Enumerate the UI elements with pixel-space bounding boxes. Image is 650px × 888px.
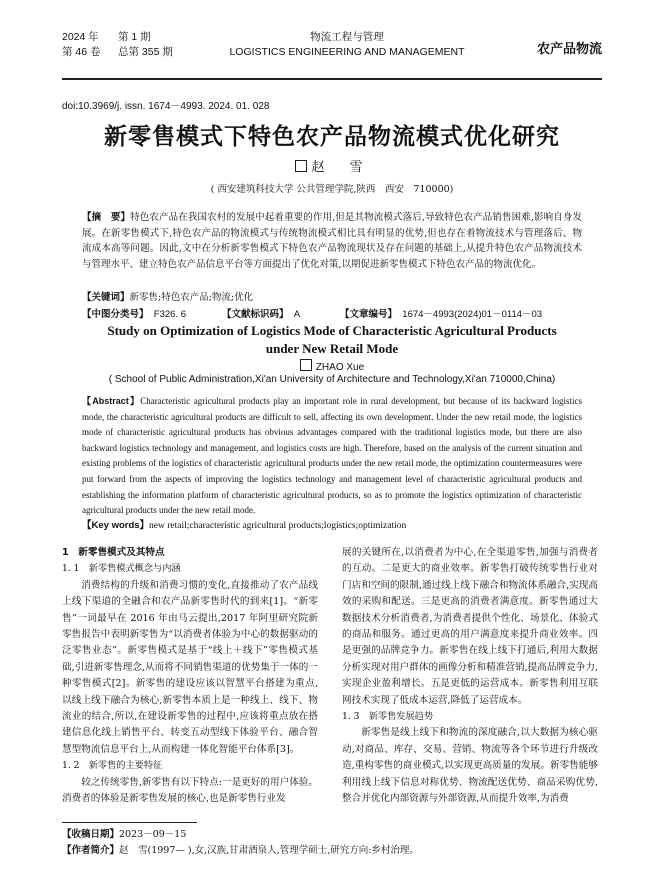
journal-name xyxy=(222,30,472,60)
abstract-en-label: 【Abstract】 xyxy=(82,396,141,406)
doi: doi:10.3969/j. issn. 1674－4993. 2024. 01. 028 xyxy=(62,101,270,112)
abstract-en xyxy=(82,394,582,519)
running-header xyxy=(62,30,602,78)
author-name-en: ZHAO Xue xyxy=(315,362,365,373)
author-cn xyxy=(62,156,602,175)
section-heading-1: 1 新零售模式及其特点 xyxy=(62,547,165,558)
author-box-mark xyxy=(295,160,307,172)
paragraph-3: 新零售是线上线下和物流的深度融合,以大数据为核心驱动,对商品、库存、交易、营销、物流等各个环节进行升级改造,重构零售的商业模式,以实现更高质量的发展。新零售能够利用线上线下信息对称优势、物流配送优势、商品采购优势,整合并优化内部资源与外部资源,从而提升效率,为消费 xyxy=(342,727,598,805)
affiliation-en: ( School of Public Administration,Xi'an University of Architecture and Technology,Xi'an 710000,China) xyxy=(108,374,556,385)
section-heading-1-2: 1. 2 新零售的主要特征 xyxy=(62,760,163,772)
header-total: 总第 355 期 xyxy=(118,46,173,58)
bio-label: 【作者简介】 xyxy=(62,845,120,856)
journal-name-en: LOGISTICS ENGINEERING AND MANAGEMENT xyxy=(229,46,465,58)
received-date xyxy=(62,826,602,840)
header-rule xyxy=(62,78,602,80)
author-en xyxy=(62,359,602,373)
keywords-en-label: 【Key words】 xyxy=(82,520,150,531)
received-label: 【收稿日期】 xyxy=(62,829,120,840)
issue-info xyxy=(62,30,173,60)
title-en-line2: under New Retail Mode xyxy=(265,341,399,356)
abstract-cn-label: 【摘 要】 xyxy=(82,212,131,223)
received-value: 2023－09－15 xyxy=(119,829,187,840)
footnote-rule xyxy=(62,822,197,823)
paragraph-1: 消费结构的升级和消费习惯的变化,直接推动了农产品线上线下渠道的全融合和农产品新零售时代的到来[1]。“新零售”一词最早在 2016 年由马云提出,2017 年阿里研究院新零售报告中表明新零售为“以消费者体验为中心的数据驱动的泛零售业态”。新零售模式是基于“线上＋线下”零售模式基础,引进新零售理念,从而将不同销售渠道的优势集于一体的一种零售模式[2]。新零售的建设应该以智慧平台搭建为重点,以线上线下融合为核心,新零售本质上是一种线上、线下、物流业的结合,所以,在建设新零售的过程中,应该将重点放在搭建信息化线上销售平台、转变五动型线下体验平台、融合智慧型物流信息平台上,从而构建一体化智能平台体系[3]。 xyxy=(62,579,318,755)
journal-name-cn: 物流工程与管理 xyxy=(310,31,384,43)
header-issue: 第 1 期 xyxy=(118,31,151,43)
keywords-en xyxy=(82,517,406,531)
section-heading-1-3: 1. 3 新零售发展趋势 xyxy=(342,711,434,723)
header-year: 2024 年 xyxy=(62,31,99,43)
author-en-box-mark xyxy=(300,359,312,371)
title-en-line1: Study on Optimization of Logistics Mode of Characteristic Agricultural Products xyxy=(107,323,557,338)
header-volume: 第 46 卷 xyxy=(62,46,101,58)
clc-label: 【中图分类号】 xyxy=(82,309,149,320)
abstract-cn-text: 特色农产品在我国农村的发展中起着重要的作用,但是其物流模式落后,导致特色农产品销售困难,影响自身发展。在新零售模式下,特色农产品的物流模式与传统物流模式相比具有明显的优势,但也存在着物流技术与管理落后、物流成本高等问题。因此,文中在分析新零售模式下特色农产品物流现状及存在问题的基础上,从提升特色农产品物流技术与管理水平、建立特色农产品信息平台等方面提出了优化对策,以期促进新零售模式下特色农产品的物流优化。 xyxy=(82,212,582,270)
article-title-cn: 新零售模式下特色农产品物流模式优化研究 xyxy=(104,124,560,150)
doc-code-field xyxy=(222,306,300,320)
article-no-field xyxy=(340,306,542,320)
body-column-right xyxy=(342,545,598,808)
author-name-cn: 赵 雪 xyxy=(311,160,369,175)
section-heading-1-1: 1. 1 新零售模式概念与内涵 xyxy=(62,563,181,575)
doc-code-value: A xyxy=(293,309,301,320)
keywords-cn-label: 【关键词】 xyxy=(82,292,130,303)
keywords-cn-text: 新零售;特色农产品;物流;优化 xyxy=(129,292,254,303)
article-no-value: 1674－4993(2024)01－0114－03 xyxy=(402,309,543,320)
clc-field xyxy=(82,306,186,320)
paragraph-2-continued: 展的关键所在,以消费者为中心,在全渠道零售,加强与消费者的互动。二是更大的商业效率。新零售打破传统零售行业对门店和空间的限制,通过线上线下融合和物流体系融合,实现高效的采购和配送。三是更高的消费者满意度。新零售通过大数据技术分析消费者,为消费者提供个性化、场景化、体验式的商品和服务。通过更高的用户满意度来提升商业效率。四是更强的品牌竞争力。新零售在线上线下打通后,利用大数据分析实现对用户群体的画像分析和精准营销,提高品牌竞争力,实现企业盈利增长。五是更低的运营成本。新零售利用互联网技术实现了低成本运营,降低了运营成本。 xyxy=(342,547,598,706)
keywords-cn xyxy=(82,289,253,303)
article-no-label: 【文章编号】 xyxy=(340,309,398,320)
body-column-left xyxy=(62,545,318,808)
bio-text: 赵 雪(1997— ),女,汉族,甘肃酒泉人,管理学硕士,研究方向:乡村治理。 xyxy=(119,845,419,856)
author-bio xyxy=(62,842,602,856)
doc-code-label: 【文献标识码】 xyxy=(222,309,289,320)
affiliation-cn: ( 西安建筑科技大学 公共管理学院,陕西 西安 710000) xyxy=(210,184,454,195)
abstract-cn xyxy=(82,210,582,272)
keywords-en-text: new retail;characteristic agricultural products;logistics;optimization xyxy=(149,521,407,531)
abstract-en-text: Characteristic agricultural products play an important role in rural development, but because of its backward logistics mode, the characteristic agricultural products are difficult to sell, affecting its own development. Under the new retail mode, the logistics mode of characteristic agricultural products has obvious advantages compared with the traditional logistics mode, but there are also backward logistics technology and management, and logistics costs are high. Therefore, based on the analysis of the current situation and existing problems of the logistics of characteristic agricultural products under the new retail mode, the optimization countermeasures were put forward from the aspects of improving the logistics technology and management level of characteristic agricultural products and establishing the information platform of characteristic agricultural products, so as to promote the logistics optimization of characteristic agricultural products under the new retail mode. xyxy=(82,396,582,516)
paragraph-2: 较之传统零售,新零售有以下特点:一是更好的用户体验。消费者的体验是新零售发展的核心,也是新零售行业发 xyxy=(62,776,318,805)
column-name: 农产品物流 xyxy=(536,41,602,56)
clc-value: F326. 6 xyxy=(153,309,187,320)
article-title-en xyxy=(62,322,602,358)
